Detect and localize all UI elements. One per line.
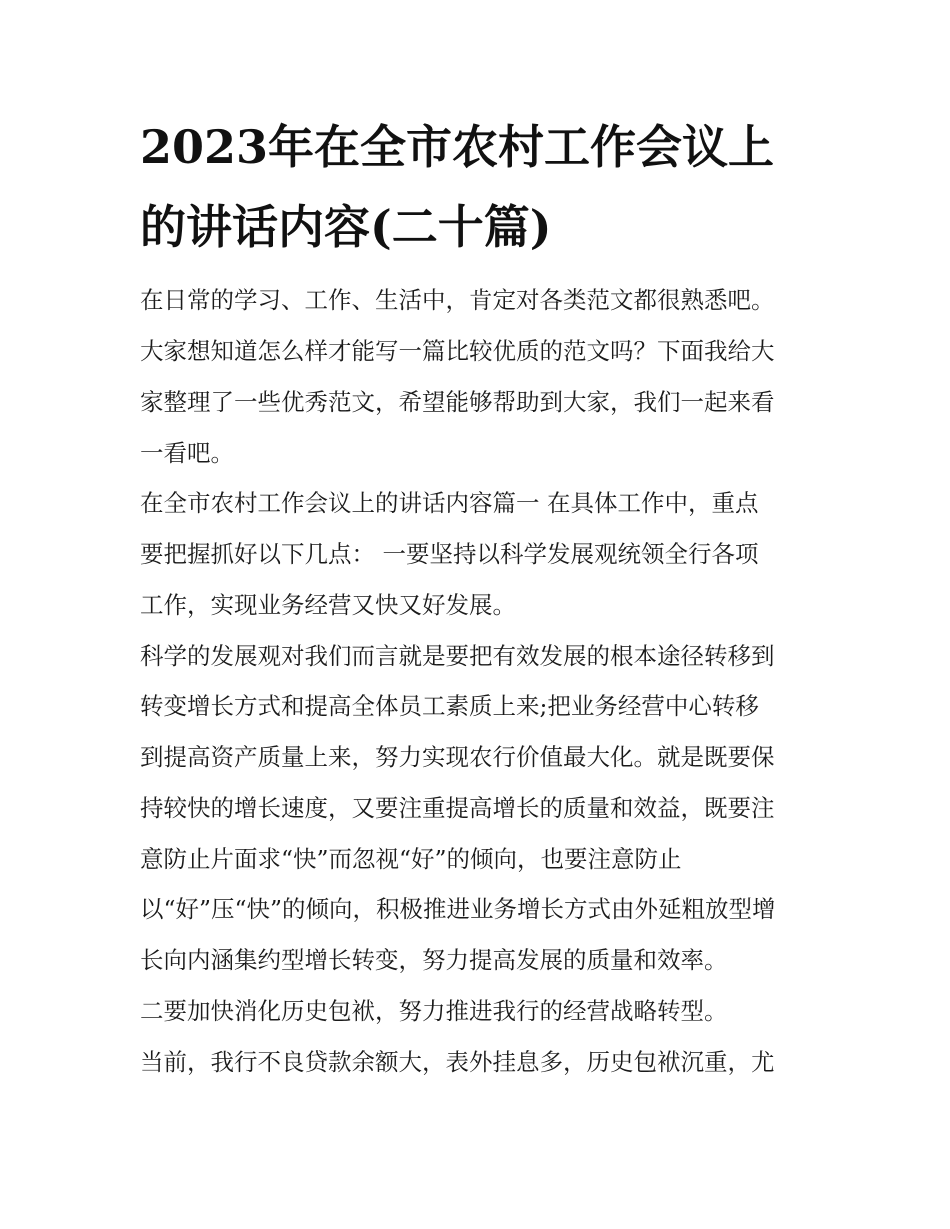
paragraph-line: 以“好”压“快”的倾向，积极推进业务增长方式由外延粗放型增 xyxy=(140,895,776,923)
paragraph-line: 要把握抓好以下几点： 一要坚持以科学发展观统领全行各项 xyxy=(140,540,759,568)
paragraph-line: 意防止片面求“快”而忽视“好”的倾向，也要注意防止 xyxy=(140,845,682,873)
paragraph-line: 当前，我行不良贷款余额大，表外挂息多，历史包袱沉重，尤 xyxy=(140,1048,775,1076)
paragraph-line: 在日常的学习、工作、生活中，肯定对各类范文都很熟悉吧。 xyxy=(140,286,775,314)
paragraph-line: 长向内涵集约型增长转变，努力提高发展的质量和效率。 xyxy=(140,946,728,974)
document-title-line-1: 2023年在全市农村工作会议上 xyxy=(140,120,775,174)
paragraph-line: 工作，实现业务经营又快又好发展。 xyxy=(140,591,516,619)
paragraph-line: 一看吧。 xyxy=(140,439,234,467)
paragraph-line: 二要加快消化历史包袱，努力推进我行的经营战略转型。 xyxy=(140,997,728,1025)
paragraph-line: 到提高资产质量上来，努力实现农行价值最大化。就是既要保 xyxy=(140,743,775,771)
paragraph-line: 家整理了一些优秀范文，希望能够帮助到大家，我们一起来看 xyxy=(140,388,775,416)
paragraph-line: 大家想知道怎么样才能写一篇比较优质的范文吗？下面我给大 xyxy=(140,337,775,365)
document-title-line-2: 的讲话内容(二十篇) xyxy=(140,200,552,254)
paragraph-line: 持较快的增长速度，又要注重提高增长的质量和效益，既要注 xyxy=(140,794,775,822)
paragraph-line: 转变增长方式和提高全体员工素质上来;把业务经营中心转移 xyxy=(140,692,759,720)
paragraph-line: 科学的发展观对我们而言就是要把有效发展的根本途径转移到 xyxy=(140,642,775,670)
paragraph-line: 在全市农村工作会议上的讲话内容篇一 在具体工作中，重点 xyxy=(140,489,759,517)
